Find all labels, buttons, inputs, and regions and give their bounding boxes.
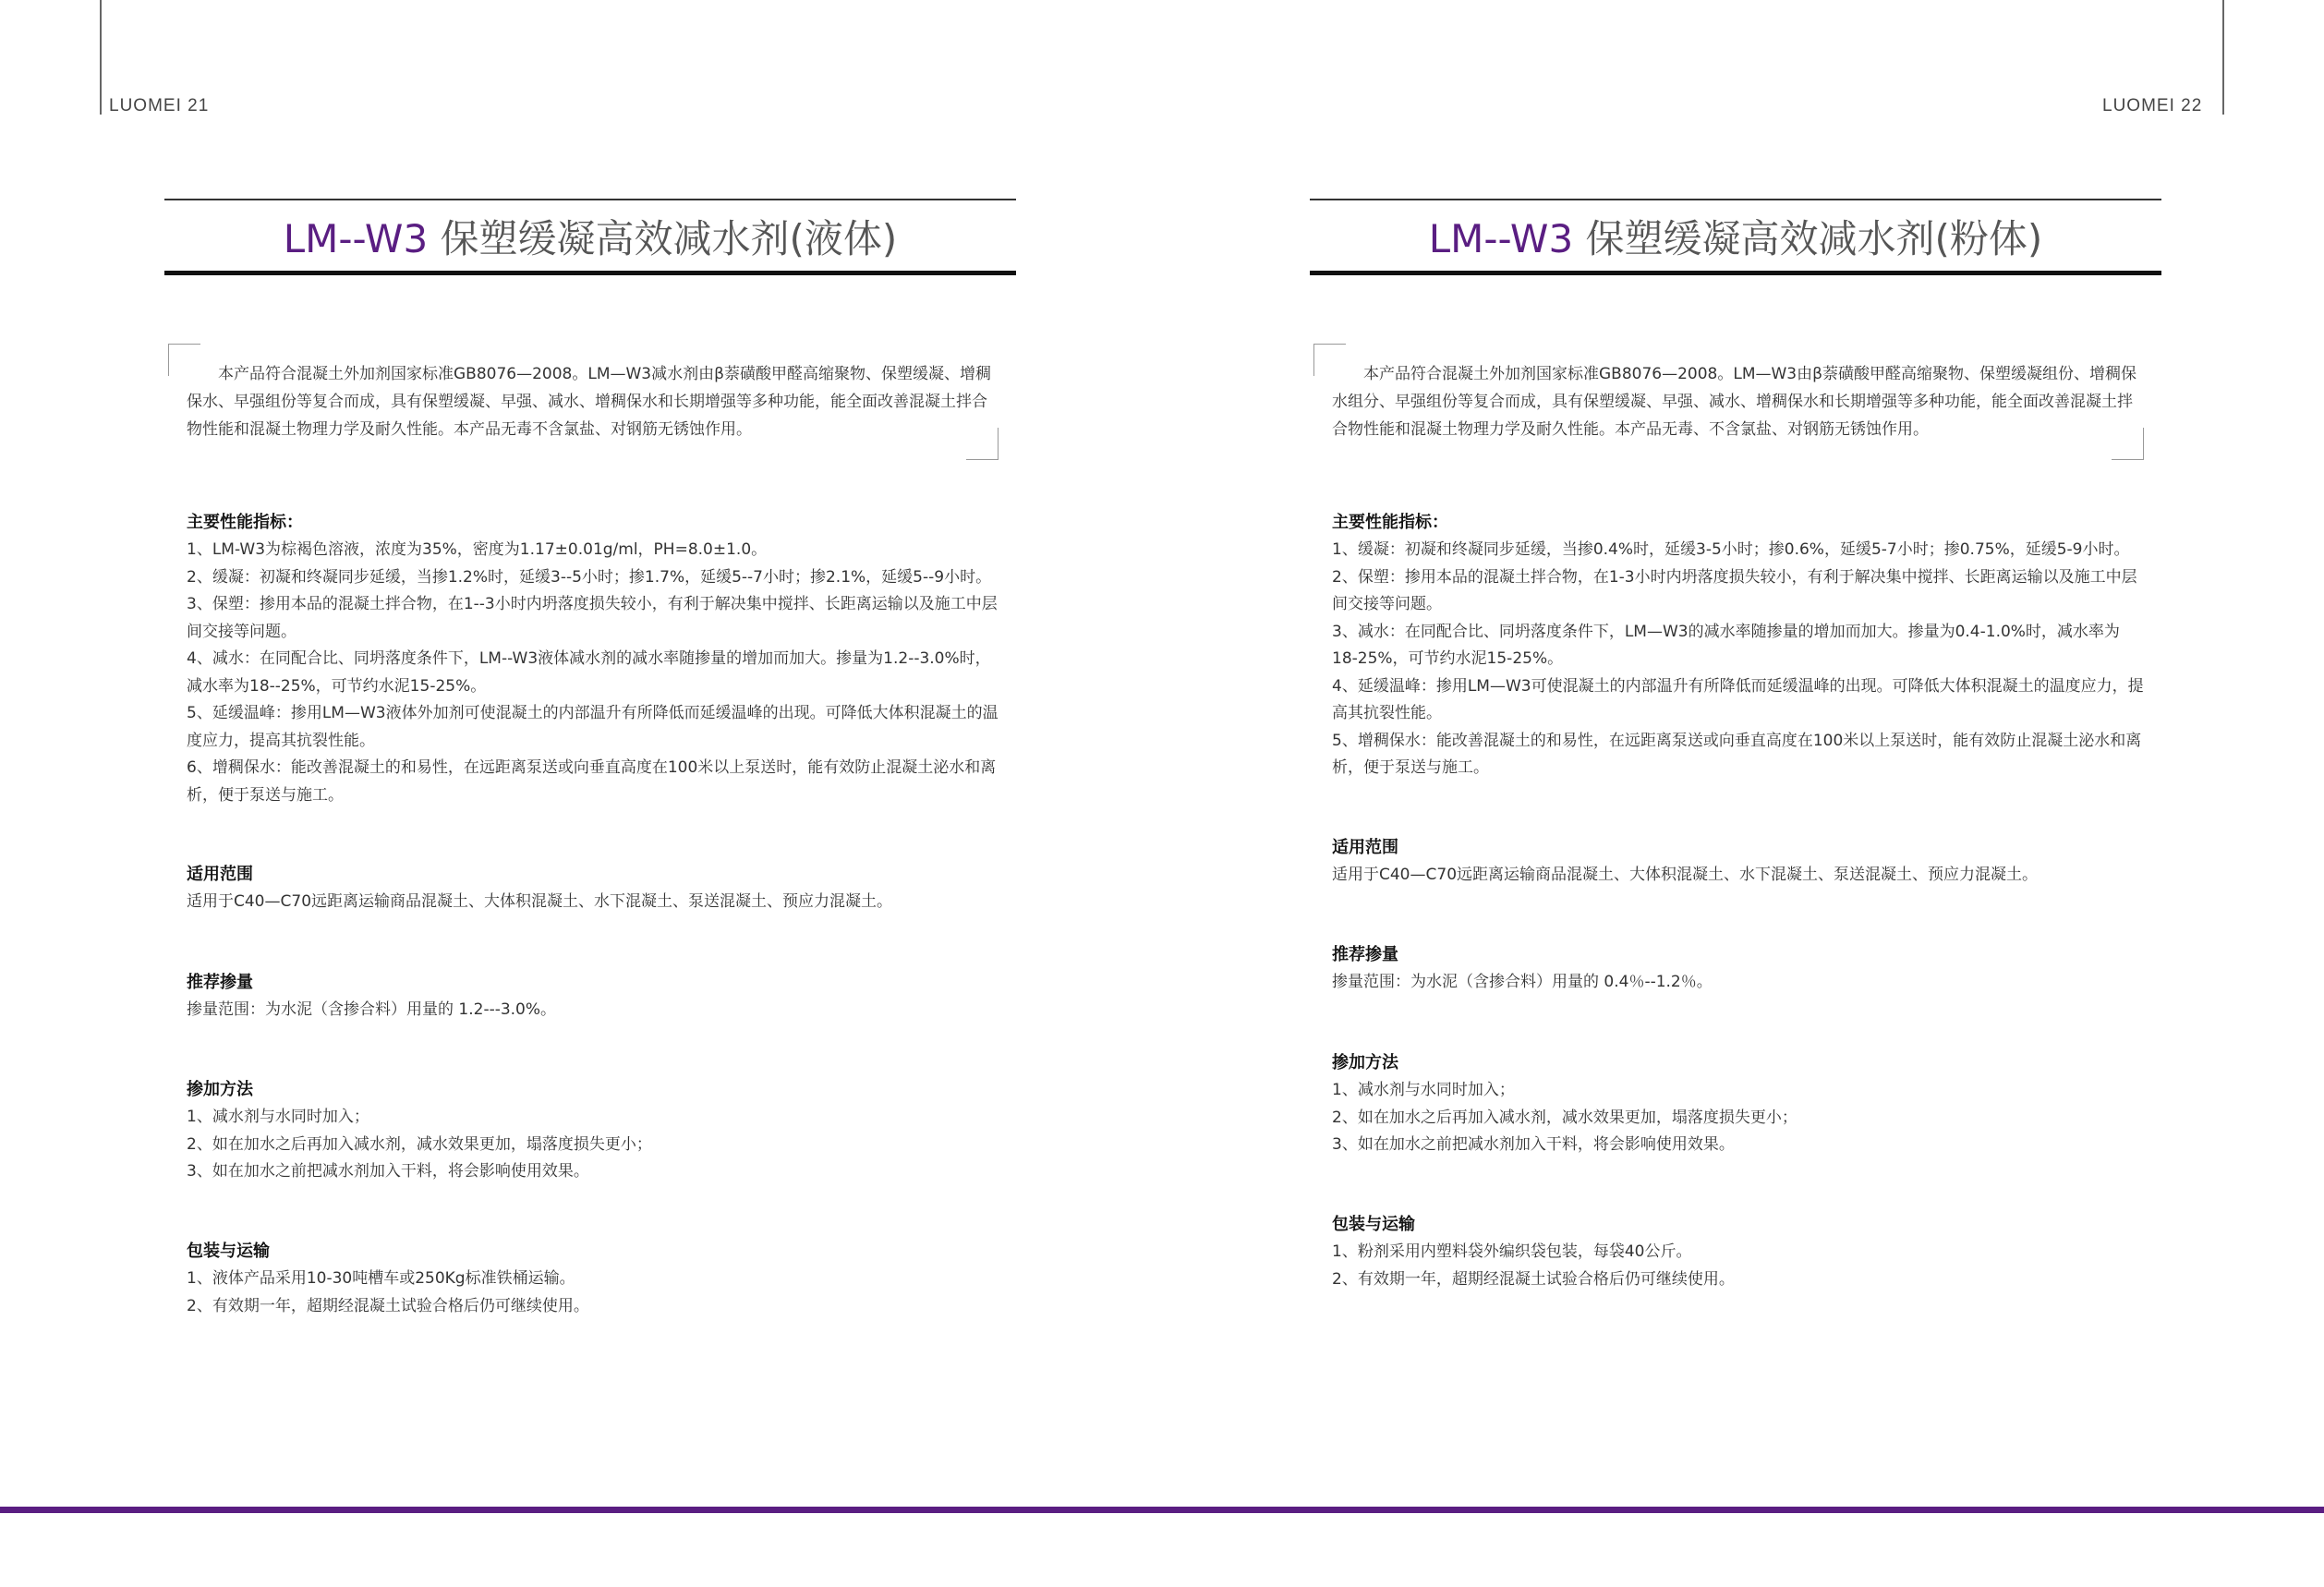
section-scope [1332, 834, 2145, 890]
section-heading: 包装与运输 [1332, 1215, 1415, 1234]
title-model: LM--W3 [1428, 216, 1574, 261]
title-text: 保塑缓凝高效减水剂(液体) [428, 216, 898, 261]
list-item: 掺量范围：为水泥（含掺合料）用量的 1.2---3.0%。 [187, 1000, 557, 1019]
section-packaging [187, 1238, 999, 1320]
list-item: 3、如在加水之前把减水剂加入干料，将会影响使用效果。 [1332, 1135, 1735, 1154]
list-item: 1、减水剂与水同时加入； [187, 1108, 369, 1126]
list-item: 5、延缓温峰：掺用LM—W3液体外加剂可使混凝土的内部温升有所降低而延缓温峰的出现。可降低大体积混凝土的温度应力，提高其抗裂性能。 [187, 704, 999, 750]
list-item: 1、缓凝：初凝和终凝同步延缓，当掺0.4%时，延缓3-5小时；掺0.6%，延缓5-7小时；掺0.75%，延缓5-9小时。 [1332, 540, 2130, 559]
list-item: 1、粉剂采用内塑料袋外编织袋包装，每袋40公斤。 [1332, 1242, 1692, 1261]
list-item: 5、增稠保水：能改善混凝土的和易性，在远距离泵送或向垂直高度在100米以上泵送时，能有效防止混凝土泌水和离析，便于泵送与施工。 [1332, 731, 2142, 777]
section-scope [187, 861, 999, 916]
bottom-accent-bar [0, 1507, 2324, 1513]
list-item: 2、如在加水之后再加入减水剂，减水效果更加，塌落度损失更小； [187, 1134, 652, 1154]
title-bottom-rule [164, 271, 1016, 275]
section-heading: 推荐掺量 [1332, 945, 1398, 964]
section-method [187, 1076, 999, 1186]
list-item: 3、减水：在同配合比、同坍落度条件下，LM—W3的减水率随掺量的增加而加大。掺量为0.4-1.0%时，减水率为18-25%，可节约水泥15-25%。 [1332, 622, 2120, 668]
list-item: 适用于C40—C70远距离运输商品混凝土、大体积混凝土、水下混凝土、泵送混凝土、预应力混凝土。 [1332, 866, 2039, 884]
list-item: 1、液体产品采用10-30吨槽车或250Kg标准铁桶运输。 [187, 1269, 575, 1288]
section-performance [1332, 509, 2145, 782]
list-item: 4、减水：在同配合比、同坍落度条件下，LM--W3液体减水剂的减水率随掺量的增加而加大。掺量为1.2--3.0%时，减水率为18--25%，可节约水泥15-25%。 [187, 649, 991, 696]
section-heading: 适用范围 [1332, 838, 1398, 857]
page-title [1310, 212, 2161, 266]
section-heading: 主要性能指标： [1332, 513, 1448, 532]
title-text: 保塑缓凝高效减水剂(粉体) [1573, 216, 2043, 261]
intro-paragraph: 本产品符合混凝土外加剂国家标准GB8076—2008。LM—W3由β萘磺酸甲醛高缩聚物、保塑缓凝组份、增稠保水组分、早强组份等复合而成，具有保塑缓凝、早强、减水、增稠保水和长期增强等多种功能，能全面改善混凝土拌合物性能和混凝土物理力学及耐久性能。本产品无毒、不含氯盐、对钢筋无锈蚀作用。 [1332, 365, 2136, 439]
left-page-number: LUOMEI 21 [109, 96, 210, 115]
section-heading: 掺加方法 [1332, 1053, 1398, 1072]
list-item: 2、有效期一年，超期经混凝土试验合格后仍可继续使用。 [187, 1296, 589, 1315]
list-item: 2、缓凝：初凝和终凝同步延缓，当掺1.2%时，延缓3--5小时；掺1.7%，延缓5--7小时；掺2.1%，延缓5--9小时。 [187, 567, 992, 587]
list-item: 适用于C40—C70远距离运输商品混凝土、大体积混凝土、水下混凝土、泵送混凝土、预应力混凝土。 [187, 892, 893, 911]
section-heading: 推荐掺量 [187, 973, 253, 992]
right-page-number: LUOMEI 22 [2102, 96, 2203, 115]
title-bottom-rule [1310, 271, 2161, 275]
list-item: 1、LM-W3为棕褐色溶液，浓度为35%，密度为1.17±0.01g/ml，PH=8.0±1.0。 [187, 540, 768, 559]
list-item: 3、保塑：掺用本品的混凝土拌合物，在1--3小时内坍落度损失较小，有利于解决集中搅拌、长距离运输以及施工中层间交接等问题。 [187, 595, 998, 641]
section-dosage [1332, 941, 2145, 997]
title-model: LM--W3 [283, 216, 429, 261]
list-item: 掺量范围：为水泥（含掺合料）用量的 0.4％--1.2％。 [1332, 973, 1713, 991]
corner-bracket-bottom-right [966, 428, 999, 460]
list-item: 3、如在加水之前把减水剂加入干料，将会影响使用效果。 [187, 1162, 589, 1181]
corner-bracket-bottom-right [2112, 428, 2144, 460]
left-margin-line [100, 0, 102, 115]
list-item: 6、增稠保水：能改善混凝土的和易性，在远距离泵送或向垂直高度在100米以上泵送时，能有效防止混凝土泌水和离析，便于泵送与施工。 [187, 758, 997, 805]
section-heading: 适用范围 [187, 865, 253, 884]
section-performance [187, 509, 999, 809]
title-top-rule [1310, 199, 2161, 200]
section-heading: 掺加方法 [187, 1080, 253, 1099]
list-item: 2、如在加水之后再加入减水剂，减水效果更加，塌落度损失更小； [1332, 1108, 1797, 1127]
intro-paragraph: 本产品符合混凝土外加剂国家标准GB8076—2008。LM—W3减水剂由β萘磺酸甲醛高缩聚物、保塑缓凝、增稠保水、早强组份等复合而成，具有保塑缓凝、早强、减水、增稠保水和长期增强等多种功能，能全面改善混凝土拌合物性能和混凝土物理力学及耐久性能。本产品无毒不含氯盐、对钢筋无锈蚀作用。 [187, 365, 991, 439]
list-item: 1、减水剂与水同时加入； [1332, 1081, 1515, 1099]
page-title [164, 212, 1016, 266]
list-item: 4、延缓温峰：掺用LM—W3可使混凝土的内部温升有所降低而延缓温峰的出现。可降低大体积混凝土的温度应力，提高其抗裂性能。 [1332, 676, 2144, 722]
right-margin-line [2222, 0, 2224, 115]
section-method [1332, 1049, 2145, 1159]
section-packaging [1332, 1211, 2145, 1293]
list-item: 2、保塑：掺用本品的混凝土拌合物，在1-3小时内坍落度损失较小，有利于解决集中搅拌、长距离运输以及施工中层间交接等问题。 [1332, 567, 2137, 613]
section-dosage [187, 969, 999, 1024]
list-item: 2、有效期一年，超期经混凝土试验合格后仍可继续使用。 [1332, 1269, 1735, 1289]
title-top-rule [164, 199, 1016, 200]
section-heading: 主要性能指标： [187, 513, 303, 532]
section-heading: 包装与运输 [187, 1242, 270, 1261]
